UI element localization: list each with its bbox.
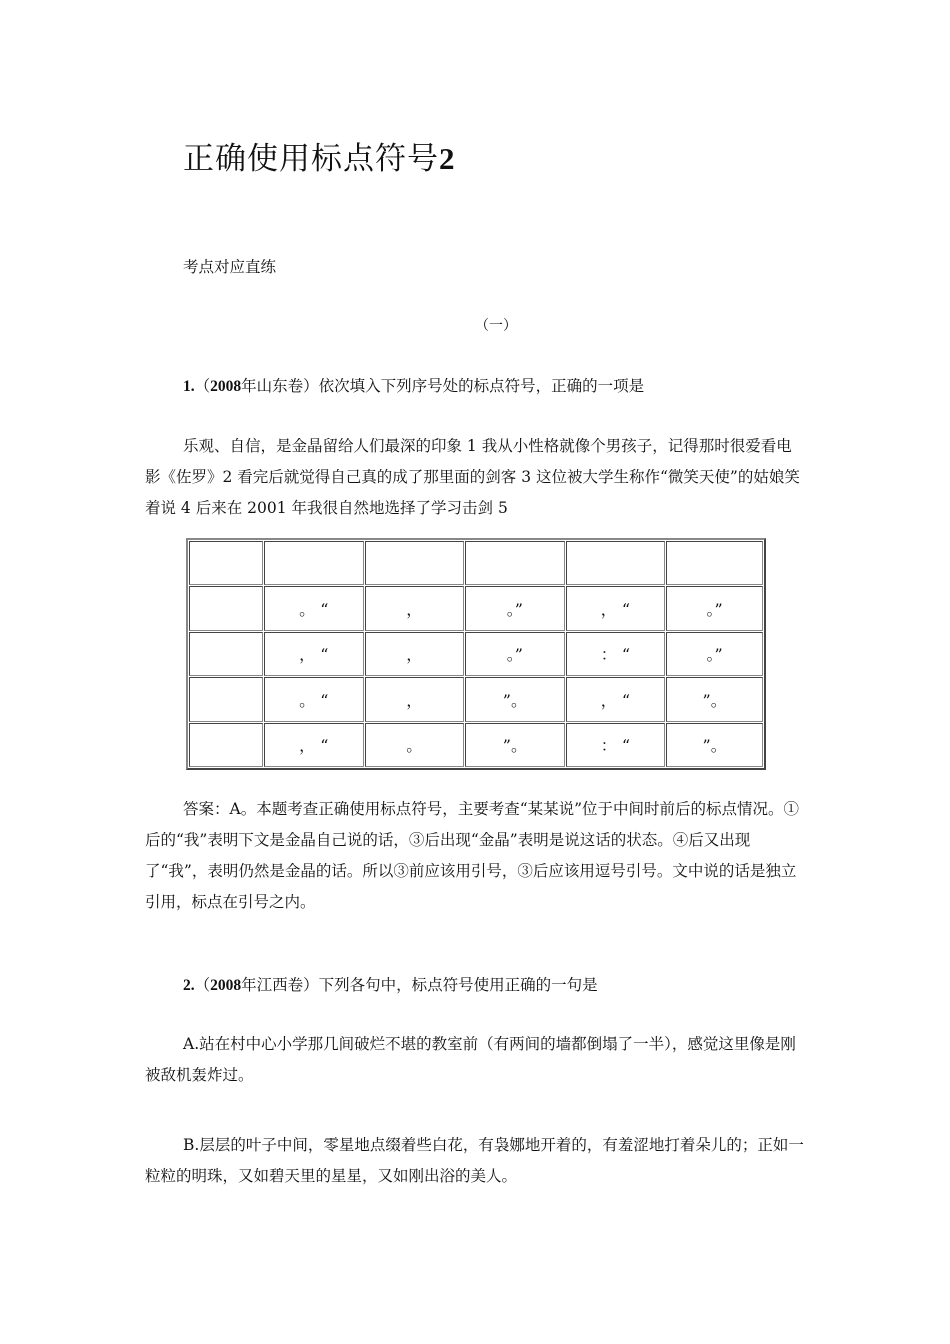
title-number: 2 [439, 140, 456, 176]
part-label: （一） [475, 318, 517, 334]
table-cell: ”。 [465, 677, 565, 721]
table-row [189, 586, 763, 630]
table-cell: ， [365, 677, 465, 721]
table-cell: 。 [365, 723, 465, 767]
table-cell: 。” [465, 632, 565, 676]
table-cell [189, 541, 263, 585]
table-cell: ， “ [264, 723, 364, 767]
question-1-number: 1. [183, 378, 195, 395]
question-1-year: 2008 [210, 378, 242, 395]
table-row [189, 677, 763, 721]
table-cell: ”。 [465, 723, 565, 767]
table-cell [365, 541, 465, 585]
question-2-option-a: A.站在村中心小学那几间破烂不堪的教室前（有两间的墙都倒塌了一半），感觉这里像是刚被敌机轰炸过。 [145, 1035, 796, 1084]
table-cell [666, 541, 763, 585]
title-text: 正确使用标点符号 [183, 140, 439, 177]
table-cell [465, 541, 565, 585]
table-cell: ”。 [666, 723, 763, 767]
table-cell: 。” [465, 586, 565, 630]
question-1-answer: 答案：A。本题考查正确使用标点符号，主要考查“某某说”位于中间时前后的标点情况。①后的“我”表明下文是金晶自己说的话，③后出现“金晶”表明是说这话的状态。④后又出现了“我”，表明仍然是金晶的话。所以③前应该用引号，③后应该用逗号引号。文中说的话是独立引用，标点在引号之内。 [145, 800, 800, 911]
table-cell: 。 “ [264, 677, 364, 721]
table-cell: 。” [666, 632, 763, 676]
question-1-passage: 乐观、自信，是金晶留给人们最深的印象 1 我从小性格就像个男孩子，记得那时很爱看电影《佐罗》2 看完后就觉得自己真的成了那里面的剑客 3 这位被大学生称作“微笑天使”的姑娘笑着说 4 后来在 2001 年我很自然地选择了学习击剑 5 [145, 437, 800, 517]
question-2-year: 2008 [210, 977, 242, 994]
table-cell: ： “ [566, 723, 666, 767]
table-row [189, 723, 763, 767]
table-cell [566, 541, 666, 585]
table-cell: 。” [666, 586, 763, 630]
table-cell: ”。 [666, 677, 763, 721]
question-2-text: 年江西卷）下列各句中，标点符号使用正确的一句是 [241, 976, 598, 994]
section-label: 考点对应直练 [183, 258, 277, 276]
question-2-stem: 2.（2008年江西卷）下列各句中，标点符号使用正确的一句是 [183, 976, 598, 994]
table-cell [189, 723, 263, 767]
question-2-option-b: B.层层的叶子中间，零星地点缀着些白花，有袅娜地开着的，有羞涩地打着朵儿的；正如一粒粒的明珠，又如碧天里的星星，又如刚出浴的美人。 [145, 1136, 804, 1185]
table-cell: ， “ [566, 586, 666, 630]
table-cell: ， [365, 586, 465, 630]
table-cell [189, 677, 263, 721]
table-cell: ， “ [264, 632, 364, 676]
table-row [189, 632, 763, 676]
question-2-number: 2. [183, 977, 195, 994]
answer-options-table [186, 538, 766, 770]
table-cell: ， “ [566, 677, 666, 721]
table-cell [264, 541, 364, 585]
page-title [183, 133, 456, 178]
table-row [189, 541, 763, 585]
question-1-text: 年山东卷）依次填入下列序号处的标点符号，正确的一项是 [241, 377, 645, 395]
table-cell: ， [365, 632, 465, 676]
table-cell [189, 632, 263, 676]
table-cell: 。 “ [264, 586, 364, 630]
table-cell: ： “ [566, 632, 666, 676]
question-1-stem: 1.（2008年山东卷）依次填入下列序号处的标点符号，正确的一项是 [183, 377, 645, 395]
table-cell [189, 586, 263, 630]
